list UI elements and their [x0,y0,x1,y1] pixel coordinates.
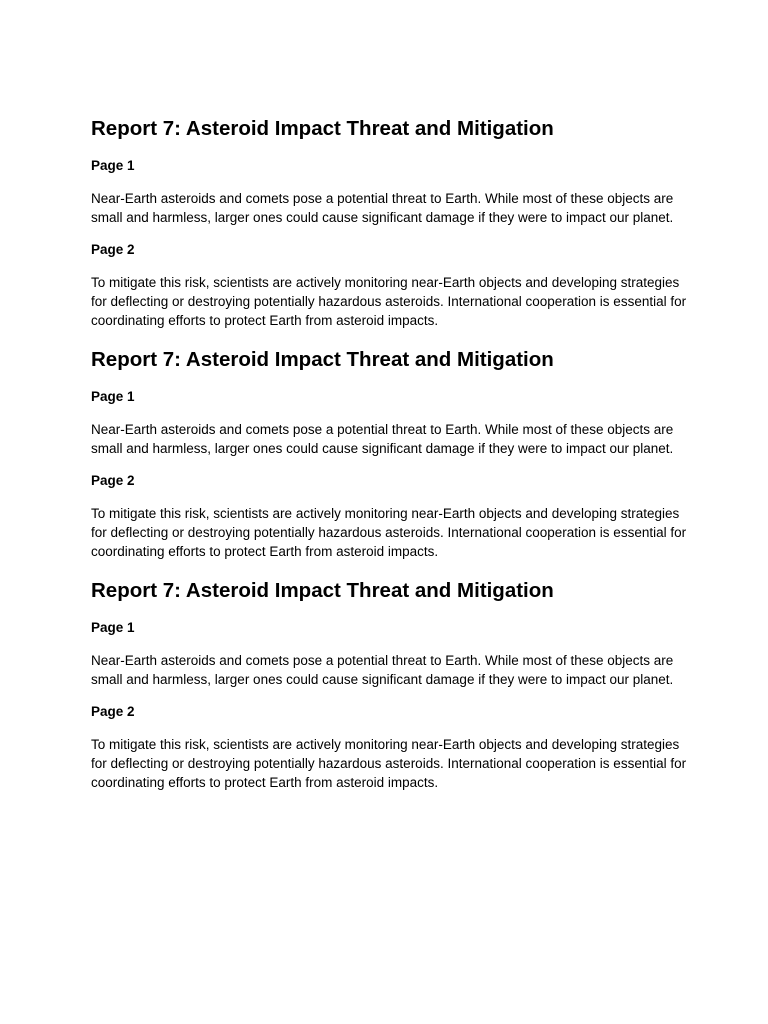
page-heading: Page 2 [91,473,135,488]
paragraph: Near-Earth asteroids and comets pose a potential threat to Earth. While most of these objects are small and harmless, larger ones could cause significant damage if they were to impact our planet. [91,422,674,456]
page-heading: Page 1 [91,158,135,173]
report-section [91,578,691,792]
paragraph: To mitigate this risk, scientists are actively monitoring near-Earth objects and developing strategies for deflecting or destroying potentially hazardous asteroids. International cooperation is essential for coordinating efforts to protect Earth from asteroid impacts. [91,737,687,790]
paragraph: Near-Earth asteroids and comets pose a potential threat to Earth. While most of these objects are small and harmless, larger ones could cause significant damage if they were to impact our planet. [91,191,674,225]
document-page [91,116,691,792]
report-title: Report 7: Asteroid Impact Threat and Mitigation [91,579,554,602]
page-heading: Page 1 [91,620,135,635]
page-heading: Page 2 [91,242,135,257]
page-heading: Page 2 [91,704,135,719]
paragraph: To mitigate this risk, scientists are actively monitoring near-Earth objects and developing strategies for deflecting or destroying potentially hazardous asteroids. International cooperation is essential for coordinating efforts to protect Earth from asteroid impacts. [91,506,687,559]
paragraph: Near-Earth asteroids and comets pose a potential threat to Earth. While most of these objects are small and harmless, larger ones could cause significant damage if they were to impact our planet. [91,653,674,687]
page-heading: Page 1 [91,389,135,404]
report-section [91,116,691,330]
report-section [91,347,691,561]
report-title: Report 7: Asteroid Impact Threat and Mitigation [91,117,554,140]
report-title: Report 7: Asteroid Impact Threat and Mitigation [91,348,554,371]
paragraph: To mitigate this risk, scientists are actively monitoring near-Earth objects and developing strategies for deflecting or destroying potentially hazardous asteroids. International cooperation is essential for coordinating efforts to protect Earth from asteroid impacts. [91,275,687,328]
